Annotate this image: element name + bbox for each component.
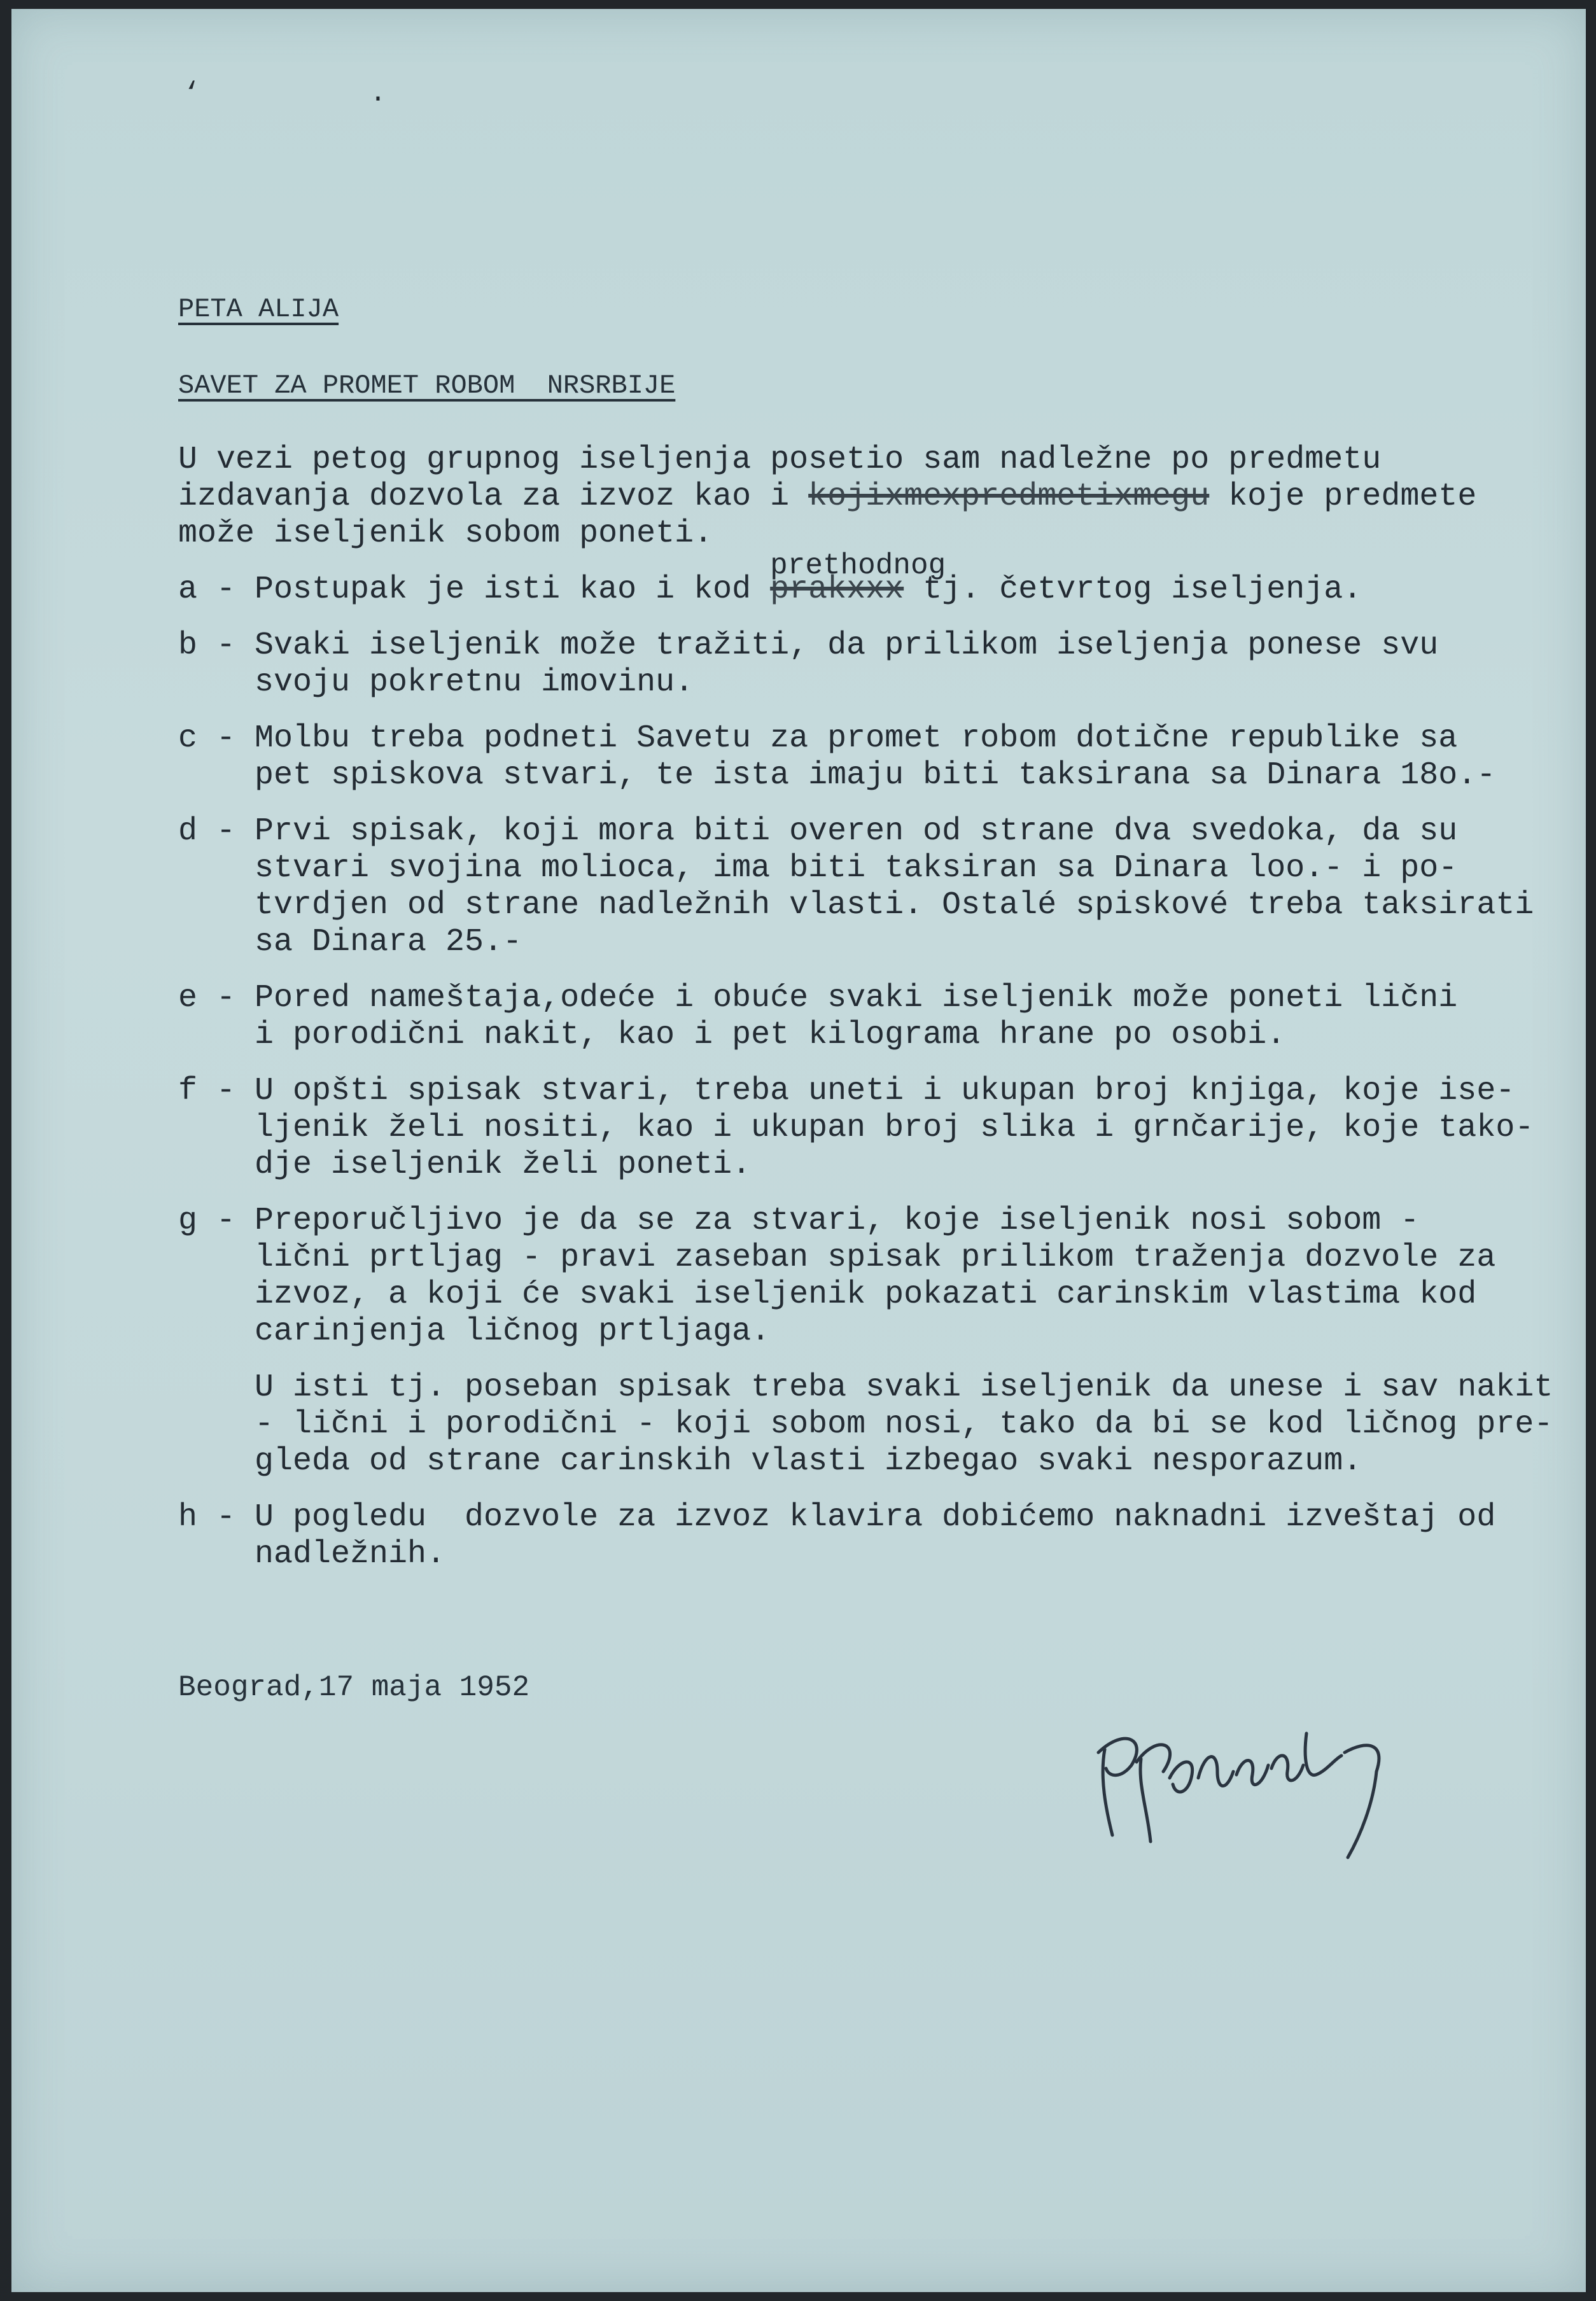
corner-marks: ‘ . xyxy=(183,78,463,109)
struck-text: kojixmexpredmetixmegu xyxy=(808,479,1210,515)
intro-paragraph: U vezi petog grupnog iseljenja posetio sam nadležne po predmetu izdavanja dozvola za izvoz kao i kojixmexpredmetixmegu koje predmete može iseljenik sobom poneti. xyxy=(178,442,1477,552)
list-item-c: c - Molbu treba podneti Savetu za promet robom dotične republike sa pet spiskova stvari, te ista imaju biti taksirana sa Dinara 18o.- xyxy=(178,720,1496,794)
document-title: PETA ALIJA xyxy=(178,294,339,325)
list-item-g: g - Preporučljivo je da se za stvari, koje iseljenik nosi sobom - lični prtljag - pravi zaseban spisak prilikom traženja dozvole za izvoz, a koji će svaki iseljenik pokazati carinskim vlastima kod carinjenja ličnog prtljaga. U isti tj. poseban spisak treba svaki iseljenik da unese i sav nakit - lični i porodični - koji sobom nosi, tako da bi se kod ličnog pre- gleda od strane carinskih vlasti izbegao svaki nesporazum. xyxy=(178,1203,1553,1479)
list-item-e: e - Pored nameštaja,odeće i obuće svaki iseljenik može poneti lični i porodični nakit, kao i pet kilograma hrane po osobi. xyxy=(178,980,1458,1053)
document-body xyxy=(178,442,1578,1573)
place-and-date: Beograd,17 maja 1952 xyxy=(178,1671,530,1704)
document-page xyxy=(11,9,1586,2292)
struck-text: prakxxx xyxy=(770,571,904,608)
document-subtitle: SAVET ZA PROMET ROBOM NRSRBIJE xyxy=(178,370,676,401)
handwritten-signature xyxy=(1087,1689,1418,1867)
inserted-word: prethodnog xyxy=(770,549,946,582)
list-item-h: h - U pogledu dozvole za izvoz klavira dobićemo naknadni izveštaj od nadležnih. xyxy=(178,1499,1496,1572)
list-item-f: f - U opšti spisak stvari, treba uneti i ukupan broj knjiga, koje ise- ljenik želi nositi, kao i ukupan broj slika i grnčarije, koje tako- dje iseljenik želi poneti. xyxy=(178,1073,1534,1183)
list-item-d: d - Prvi spisak, koji mora biti overen od strane dva svedoka, da su stvari svojina molioca, ima biti taksiran sa Dinara loo.- i po- tvrdjen od strane nadležnih vlasti. Ostalé spiskové treba taksirati sa Dinara 25.- xyxy=(178,813,1534,960)
list-item-a: a - Postupak je isti kao i kod prethodnog prakxxx tj. četvrtog iseljenja. xyxy=(178,571,1578,608)
list-item-b: b - Svaki iseljenik može tražiti, da prilikom iseljenja ponese svu svoju pokretnu imovinu. xyxy=(178,627,1439,701)
